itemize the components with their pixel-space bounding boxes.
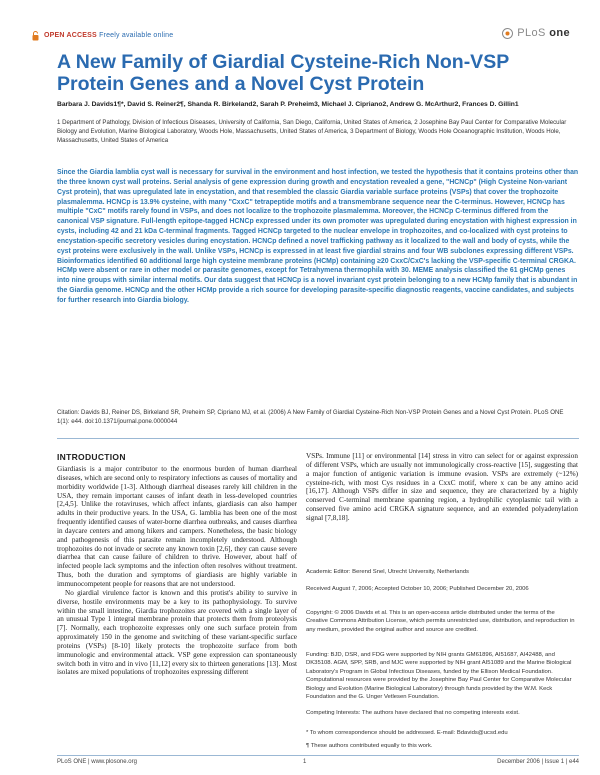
open-access-label: OPEN ACCESS Freely available online <box>44 32 174 39</box>
competing-interests: Competing Interests: The authors have declared that no competing interests exist. <box>306 710 520 716</box>
intro-paragraph-3: VSPs. Immune [11] or environmental [14] stress in vitro can select for or against expression of different VSPs, which are usually not immunologically cross-reactive [15], suggesting that a major function of antigenic variation is immune evasion. VSPs are extremely (~12%) cysteine-rich, with most Cys residues in a CxxC motif, where x can be any amino acid [16,17]. Although VSPs differ in size and sequence, they are characterized by a highly conserved C-terminal membrane spanning region, a hydrophilic cytoplasmic tail with a conserved five amino acid CRGKA signature sequence, and an extended polyadenylation signal [7,8,18]. <box>306 452 578 522</box>
right-column <box>306 452 578 523</box>
corresponding-author: * To whom correspondence should be addressed. E-mail: Bdavids@ucsd.edu <box>306 730 508 736</box>
academic-editor: Academic Editor: Berend Snel, Utrecht University, Netherlands <box>306 569 469 575</box>
section-divider <box>57 438 579 439</box>
affiliations: 1 Department of Pathology, Division of Infectious Diseases, University of California, San Diego, California, United States of America, 2 Josephine Bay Paul Center for Comparative Molecular Biology and Evolution, Marine Biological Laboratory, Woods Hole, Massachusetts, United States of America, 3 Department of Biology, Woods Hole Oceanographic Institution, Woods Hole, Massachusetts, United States of America <box>57 119 567 144</box>
abstract: Since the Giardia lamblia cyst wall is necessary for survival in the environment and host infection, we tested the hypothesis that it contains proteins other than the three known cyst wall proteins. Serial analysis of gene expression during growth and encystation revealed a gene, "HCNCp" (High Cysteine Non-variant Cyst protein), that was upregulated late in encystation, and that resembled the classic Giardia variable surface proteins (VSPs) that cover the trophozoite plasmalemma. HCNCp is 13.9% cysteine, with many "CxxC" tetrapeptide motifs and a transmembrane sequence near the C-terminus. However, HCNCp has multiple "CxC" motifs rarely found in VSPs, and does not localize to the trophozoite plasmalemma. Moreover, the HCNCp C-terminus differed from the canonical VSP signature. Full-length epitope-tagged HCNCp expressed under its own promoter was upregulated during encystation with highest expression in cysts, including 42 and 21 kDa C-terminal fragments. Tagged HCNCp targeted to the nuclear envelope in trophozoites, and co-localized with cyst proteins to encystation-specific secretory vesicles during encystation. HCNCp defined a novel trafficking pathway as it localized to the wall and body of cysts, while the cyst proteins were exclusively in the wall. Unlike VSPs, HCNCp is expressed in at least five giardial strains and four WB subclones expressing different VSPs. Bioinformatics identified 60 additional large high cysteine membrane proteins (HCMp) containing ≥20 CxxC/CxC's lacking the VSP-specific C-terminal CRGKA. HCMp were absent or rare in other model or parasite genomes, except for Tetrahymena thermophila with 30. MEME analysis classified the 61 gHCMp genes into nine groups with similar internal motifs. Our data suggest that HCNCp is a novel invariant cyst protein belonging to a new HCMp family that is abundant in the Giardia genome. HCNCp and the other HCMp provide a rich source for developing parasite-specific diagnostic reagents, vaccine candidates, and subjects for further research into Giardia biology. <box>57 169 579 304</box>
footer-journal-link[interactable]: PLoS ONE | www.plosone.org <box>57 759 137 765</box>
author-list: Barbara J. Davids1¶*, David S. Reiner2¶, Shanda R. Birkeland2, Sarah P. Preheim3, Michael J. Cipriano2, Andrew G. McArthur2, Frances D. Gillin1 <box>57 101 519 108</box>
page-top <box>0 0 600 9</box>
plos-logo-icon <box>502 28 513 39</box>
left-column <box>57 452 297 677</box>
open-access-banner <box>32 30 173 41</box>
funding: Funding: BJD, DSR, and FDG were supported by NIH grants GM61896, AI51687, AI42488, and DK35108. AGM, SPP, SRB, and MJC were supported by NIH grant AI51089 and the Marine Biological Laboratory's Program in Global Infectious Diseases, funded by the Ellison Medical Foundation. Computational resources were provided by the Josephine Bay Paul Center for Comparative Molecular Biology and Evolution (Marine Biological Laboratory) through funds provided by the W.M. Keck Foundation and the G. Unger Vetlesen Foundation. <box>306 652 572 701</box>
footer-divider <box>57 755 579 756</box>
intro-heading: INTRODUCTION <box>57 452 126 462</box>
intro-paragraph-1: Giardiasis is a major contributor to the enormous burden of human diarrheal diseases, which are second only to respiratory infections as causes of mortality and morbidity worldwide [1-3]. Although diarrheal diseases rarely kill children in the USA, they remain important causes of infant death in less-developed countries [2,4,5]. Unlike the rotaviruses, which affect infants, giardiasis can also hamper adults in their productive years. In the USA, G. lamblia has been one of the most frequently identified causes of water-borne diarrhea outbreaks, and causes diarrhea in daycare centers and among hikers and campers. Nonetheless, the basic biology and pathogenesis of this parasite remain incompletely understood. Although trophozoites do not invade or secrete any known toxin [2,6], they can cause severe diarrhea that can cause failure of children to thrive. However, about half of infected people lack symptoms and the infection often resolves without treatment. Thus, both the duration and symptoms of giardiasis are highly variable in immunocompetent people for reasons that are not understood. <box>57 465 297 588</box>
intro-paragraph-2: No giardial virulence factor is known and this protist's ability to survive in diverse, hostile environments may be a key to its pathophysiology. To survive within the small intestine, Giardia trophozoites are covered with a single layer of an unusual Type 1 integral membrane protein that protects them from proteolysis [7]. Normally, each trophozoite expresses only one such surface protein from approximately 150 in the genome and switching of these variant-specific surface proteins (VSPs) [8-10] likely protects the trophozoite surface from both immunologic and environmental attack. VSP gene expression can spontaneously switch both in vitro and in vivo [11,12] every six to thirteen generations [13]. Most isolates are mixed populations of trophozoites expressing different <box>57 588 297 677</box>
footer-issue: December 2006 | Issue 1 | e44 <box>497 759 579 765</box>
journal-logo-text: PLoS one <box>517 27 570 39</box>
journal-logo[interactable] <box>502 27 570 39</box>
copyright: Copyright: © 2006 Davids et al. This is an open-access article distributed under the terms of the Creative Commons Attribution License, which permits unrestricted use, distribution, and reproduction in any medium, provided the original author and source are credited. <box>306 610 575 633</box>
open-lock-icon <box>32 31 39 41</box>
citation: Citation: Davids BJ, Reiner DS, Birkeland SR, Preheim SP, Cipriano MJ, et al. (2006) A New Family of Giardial Cysteine-Rich Non-VSP Protein Genes and a Novel Cyst Protein. PLoS ONE 1(1): e44. doi:10.1371/journal.pone.0000044 <box>57 409 564 425</box>
article-title: A New Family of Giardial Cysteine-Rich Non-VSP Protein Genes and a Novel Cyst Protein <box>57 51 509 95</box>
page-number: 1 <box>303 759 307 765</box>
dates: Received August 7, 2006; Accepted October 10, 2006; Published December 20, 2006 <box>306 586 529 592</box>
equal-contribution: ¶ These authors contributed equally to this work. <box>306 743 433 749</box>
